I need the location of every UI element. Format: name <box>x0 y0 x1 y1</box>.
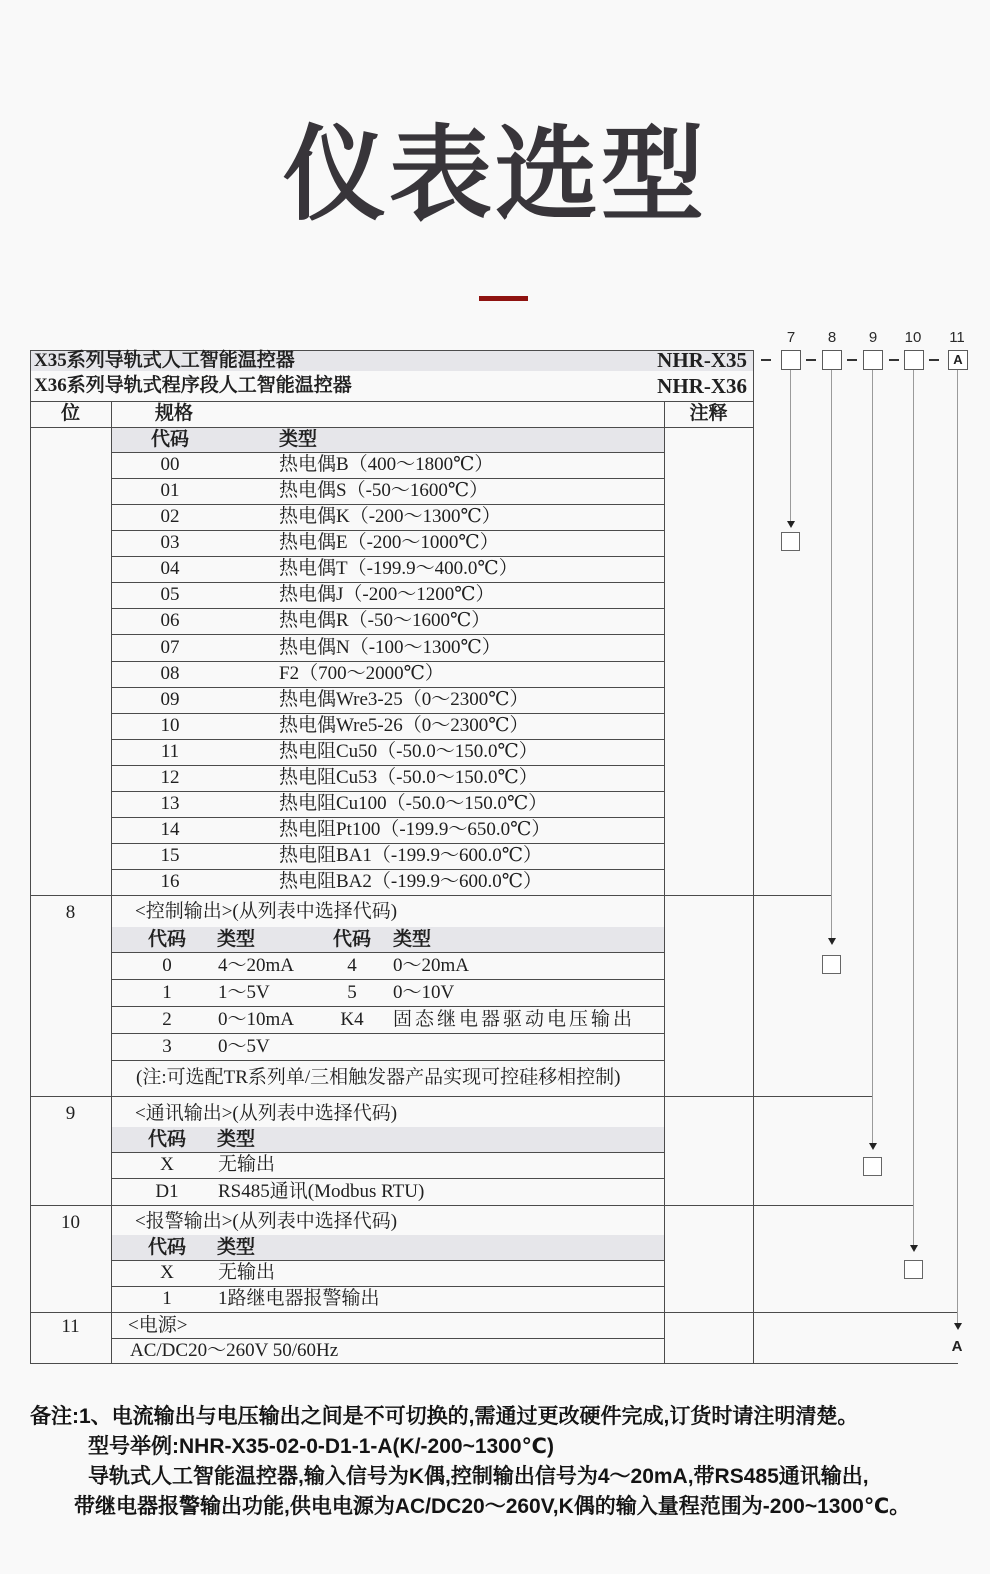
control-row-code: 5 <box>347 982 357 1003</box>
pos-spec-border <box>111 401 112 1363</box>
order-digit-11: 11 <box>949 329 965 346</box>
series-x36-label: X36系列导轨式程序段人工智能温控器 <box>34 375 352 396</box>
order-box-7 <box>781 350 801 370</box>
pos-label-11: 11 <box>61 1316 80 1337</box>
alarm-type-header: 类型 <box>217 1237 256 1258</box>
input-row-code: 09 <box>160 689 180 710</box>
control-row-type: 0～10mA <box>218 1009 295 1030</box>
order-dash <box>806 359 816 361</box>
target-box-8 <box>822 955 841 974</box>
input-row-code: 13 <box>160 793 180 814</box>
input-row-code: 11 <box>160 741 180 762</box>
control-row-code: K4 <box>340 1009 364 1030</box>
arrow-down-icon <box>787 521 795 528</box>
control-row-type: 4～20mA <box>218 955 295 976</box>
input-type-header: 类型 <box>279 429 318 450</box>
order-box-8 <box>822 350 842 370</box>
grid-line <box>111 1060 664 1061</box>
alarm-row-code: 1 <box>162 1288 172 1309</box>
alarm-row-type: 无输出 <box>218 1262 276 1283</box>
control-row-code: 0 <box>162 955 172 976</box>
input-row-type: 热电阻BA2（-199.9～600.0℃） <box>279 871 542 892</box>
footer-note-4: 带继电器报警输出功能,供电电源为AC/DC20～260V,K偶的输入量程范围为-200~1300℃。 <box>74 1495 911 1518</box>
input-row-type: 热电阻Pt100（-199.9～650.0℃） <box>279 819 551 840</box>
input-row-type: 热电偶E（-200～1000℃） <box>279 532 499 553</box>
control-type-header-1: 类型 <box>217 929 256 950</box>
alarm-row-type: 1路继电器报警输出 <box>218 1288 380 1309</box>
comm-type-header: 类型 <box>217 1129 256 1150</box>
section-border-9-10 <box>30 1205 913 1206</box>
target-box-9 <box>863 1157 882 1176</box>
page-title: 仪表选型 <box>283 117 707 232</box>
control-row-type: 1～5V <box>218 982 270 1003</box>
col-header-pos: 位 <box>60 403 80 424</box>
red-divider <box>479 296 528 301</box>
table-bottom-border <box>30 1363 958 1364</box>
alarm-section-header: <报警输出>(从列表中选择代码) <box>135 1211 398 1232</box>
input-row-type: 热电偶N（-100～1300℃） <box>279 637 501 658</box>
alarm-code-header: 代码 <box>147 1237 186 1258</box>
input-row-type: F2（700～2000℃） <box>279 663 444 684</box>
input-row-code: 06 <box>160 610 180 631</box>
arrow-down-icon <box>910 1245 918 1252</box>
input-row-code: 00 <box>160 454 180 475</box>
input-row-code: 10 <box>160 715 180 736</box>
target-box-10 <box>904 1260 923 1279</box>
input-row-code: 02 <box>160 506 180 527</box>
control-section-header: <控制输出>(从列表中选择代码) <box>135 901 398 922</box>
input-row-type: 热电偶K（-200～1300℃） <box>279 506 501 527</box>
input-row-type: 热电阻Cu53（-50.0～150.0℃） <box>279 767 538 788</box>
input-row-code: 05 <box>160 584 180 605</box>
control-row-code: 1 <box>162 982 172 1003</box>
comm-row-code: D1 <box>155 1181 179 1202</box>
footer-note-2: 型号举例:NHR-X35-02-0-D1-1-A(K/-200~1300℃) <box>88 1435 554 1458</box>
control-row-code: 4 <box>347 955 357 976</box>
section-border-7-8 <box>30 895 832 896</box>
order-dash <box>929 359 939 361</box>
series-x35-model: NHR-X35 <box>657 348 747 372</box>
arrow-down-icon <box>954 1323 962 1330</box>
order-dash <box>847 359 857 361</box>
input-row-code: 08 <box>160 663 180 684</box>
control-section-note: (注:可选配TR系列单/三相触发器产品实现可控硅移相控制) <box>136 1067 621 1088</box>
input-row-type: 热电阻Cu100（-50.0～150.0℃） <box>279 793 548 814</box>
input-row-type: 热电偶J（-200～1200℃） <box>279 584 495 605</box>
order-box-10 <box>904 350 924 370</box>
comm-section-header: <通讯输出>(从列表中选择代码) <box>135 1103 398 1124</box>
control-type-header-2: 类型 <box>393 929 432 950</box>
control-row-code: 3 <box>162 1036 172 1057</box>
comm-code-header: 代码 <box>147 1129 186 1150</box>
comm-row-type: RS485通讯(Modbus RTU) <box>218 1181 425 1202</box>
input-row-code: 04 <box>160 558 180 579</box>
input-row-type: 热电偶T（-199.9～400.0℃） <box>279 558 518 579</box>
pos-label-10: 10 <box>61 1212 80 1233</box>
connector-line-10 <box>913 370 914 1245</box>
input-row-type: 热电偶Wre5-26（0～2300℃） <box>279 715 529 736</box>
order-bottom-letter: A <box>951 1338 963 1355</box>
input-row-code: 01 <box>160 480 180 501</box>
input-row-type: 热电阻BA1（-199.9～600.0℃） <box>279 845 542 866</box>
table-right-border <box>753 350 754 1363</box>
order-box-11: A <box>948 350 968 370</box>
order-digit-10: 10 <box>904 329 922 346</box>
control-code-header-1: 代码 <box>147 929 186 950</box>
power-value: AC/DC20～260V 50/60Hz <box>130 1340 339 1361</box>
input-row-type: 热电偶B（400～1800℃） <box>279 454 494 475</box>
input-row-code: 03 <box>160 532 180 553</box>
order-digit-7: 7 <box>786 329 796 346</box>
col-header-spec: 规格 <box>155 403 194 424</box>
target-box-7 <box>781 532 800 551</box>
pos-label-9: 9 <box>65 1103 76 1124</box>
comm-row-type: 无输出 <box>218 1154 276 1175</box>
order-digit-8: 8 <box>827 329 837 346</box>
control-row-code: 2 <box>162 1009 172 1030</box>
input-row-code: 15 <box>160 845 180 866</box>
input-row-type: 热电偶R（-50～1600℃） <box>279 610 491 631</box>
arrow-down-icon <box>869 1143 877 1150</box>
connector-line-9 <box>872 370 873 1143</box>
input-row-code: 16 <box>160 871 180 892</box>
control-row-type: 0～5V <box>218 1036 270 1057</box>
input-row-type: 热电阻Cu50（-50.0～150.0℃） <box>279 741 538 762</box>
input-code-header: 代码 <box>150 429 189 450</box>
control-row-type: 0～20mA <box>393 955 470 976</box>
input-row-code: 12 <box>160 767 180 788</box>
input-row-code: 14 <box>160 819 180 840</box>
connector-line-7 <box>790 370 791 521</box>
input-row-code: 07 <box>160 637 180 658</box>
order-digit-9: 9 <box>868 329 878 346</box>
control-row-type: 0～10V <box>393 982 455 1003</box>
series-x36-model: NHR-X36 <box>657 374 747 398</box>
series-x35-label: X35系列导轨式人工智能温控器 <box>34 350 295 371</box>
alarm-row-code: X <box>160 1262 174 1283</box>
input-row-type: 热电偶Wre3-25（0～2300℃） <box>279 689 529 710</box>
control-code-header-2: 代码 <box>332 929 371 950</box>
comm-row-code: X <box>160 1154 174 1175</box>
connector-line-8 <box>831 370 832 938</box>
col-header-note: 注释 <box>689 403 728 424</box>
arrow-down-icon <box>828 938 836 945</box>
order-box-9 <box>863 350 883 370</box>
order-dash <box>761 359 771 361</box>
section-border-8-9 <box>30 1096 873 1097</box>
pos-label-8: 8 <box>65 902 76 923</box>
input-row-type: 热电偶S（-50～1600℃） <box>279 480 489 501</box>
power-section-header: <电源> <box>128 1315 188 1336</box>
footer-note-1: 备注:1、电流输出与电压输出之间是不可切换的,需通过更改硬件完成,订货时请注明清楚。 <box>30 1405 859 1428</box>
order-dash <box>889 359 899 361</box>
control-row-type: 固态继电器驱动电压输出 <box>393 1009 636 1030</box>
grid-line <box>30 401 753 402</box>
footer-note-3: 导轨式人工智能温控器,输入信号为K偶,控制输出信号为4～20mA,带RS485通讯输出, <box>88 1465 869 1488</box>
connector-line-11 <box>957 370 958 1323</box>
spec-note-border <box>664 401 665 1363</box>
